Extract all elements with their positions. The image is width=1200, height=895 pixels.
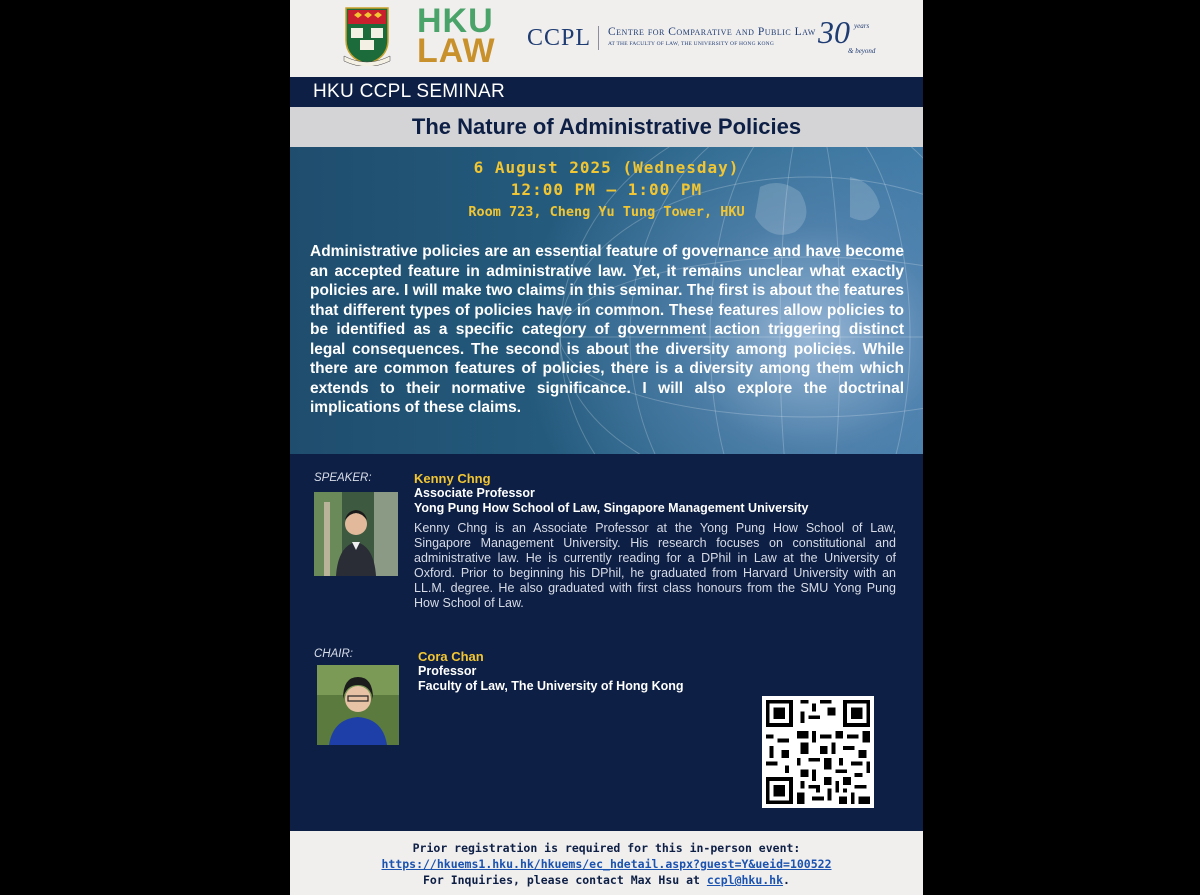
ccpl-divider	[598, 26, 599, 50]
registration-note: Prior registration is required for this in-person event:	[412, 841, 801, 855]
event-details	[290, 157, 923, 223]
hku-law-line2: LAW	[417, 32, 496, 70]
inquiry-email-link[interactable]: ccpl@hku.hk	[706, 873, 784, 887]
chair-role-label: CHAIR:	[314, 648, 353, 660]
anniversary-beyond: & beyond	[848, 47, 876, 55]
poster-header	[290, 0, 923, 77]
ccpl-subtitle: AT THE FACULTY OF LAW, THE UNIVERSITY OF HONG KONG	[608, 41, 775, 47]
seminar-label: HKU CCPL SEMINAR	[290, 77, 923, 107]
hku-crest-icon	[342, 6, 392, 66]
ccpl-abbr: CCPL	[527, 25, 592, 51]
anniversary-logo	[818, 14, 876, 55]
speaker-portrait-icon	[314, 492, 398, 576]
hero-section	[290, 147, 923, 454]
registration-footer	[290, 831, 923, 895]
anniversary-years: years	[854, 22, 870, 30]
chair-portrait-icon	[317, 665, 399, 745]
inquiry-prefix: For Inquiries, please contact Max Hsu at	[423, 873, 707, 887]
anniversary-number: 30	[818, 14, 850, 50]
event-time: 12:00 PM – 1:00 PM	[510, 180, 703, 199]
seminar-poster	[290, 0, 923, 895]
chair-photo	[317, 665, 399, 745]
ccpl-name: Centre for Comparative and Public Law	[608, 26, 816, 38]
seminar-title: The Nature of Administrative Policies	[411, 114, 802, 139]
hku-law-logo	[417, 2, 496, 70]
chair-name: Cora Chan	[418, 649, 484, 664]
title-band	[290, 107, 923, 147]
speaker-role-label: SPEAKER:	[314, 472, 372, 484]
registration-qr-code-icon[interactable]	[762, 696, 874, 808]
speaker-affiliation: Yong Pung How School of Law, Singapore Management University	[414, 501, 809, 515]
inquiry-suffix: .	[783, 873, 790, 887]
speaker-name: Kenny Chng	[414, 471, 491, 486]
chair-position: Professor	[418, 664, 477, 678]
speaker-position: Associate Professor	[414, 486, 535, 500]
hku-law-line1: HKU	[417, 2, 494, 40]
inquiry-line	[290, 873, 923, 887]
seminar-abstract: Administrative policies are an essential feature of governance and have become an accepted feature in administrative law. Yet, it remains unclear what exactly policies are. I will make two claims in this seminar. The first is about the features that different types of policies have in common. These features allow policies to be identified as a specific category of government action triggering distinct legal consequences. The second is about the diversity among policies. While there are common features of policies, there is a diversity among them which extends to their normative significance. I will also explore the doctrinal implications of these claims.	[310, 243, 904, 416]
speaker-photo	[314, 492, 398, 576]
event-venue: Room 723, Cheng Yu Tung Tower, HKU	[468, 204, 745, 220]
chair-affiliation: Faculty of Law, The University of Hong Kong	[418, 679, 684, 693]
speaker-bio: Kenny Chng is an Associate Professor at the Yong Pung How School of Law, Singapore Management University. His research focuses on constitutional and administrative law. He is currently reading for a DPhil in Law at the University of Oxford. Prior to beginning his DPhil, he graduated from Harvard University with an LL.M. degree. He also graduated with first class honours from the SMU Yong Pung How School of Law.	[414, 521, 896, 610]
registration-link[interactable]: https://hkuems1.hku.hk/hkuems/ec_hdetail.aspx?guest=Y&ueid=100522	[381, 857, 832, 871]
event-date: 6 August 2025 (Wednesday)	[473, 158, 740, 177]
